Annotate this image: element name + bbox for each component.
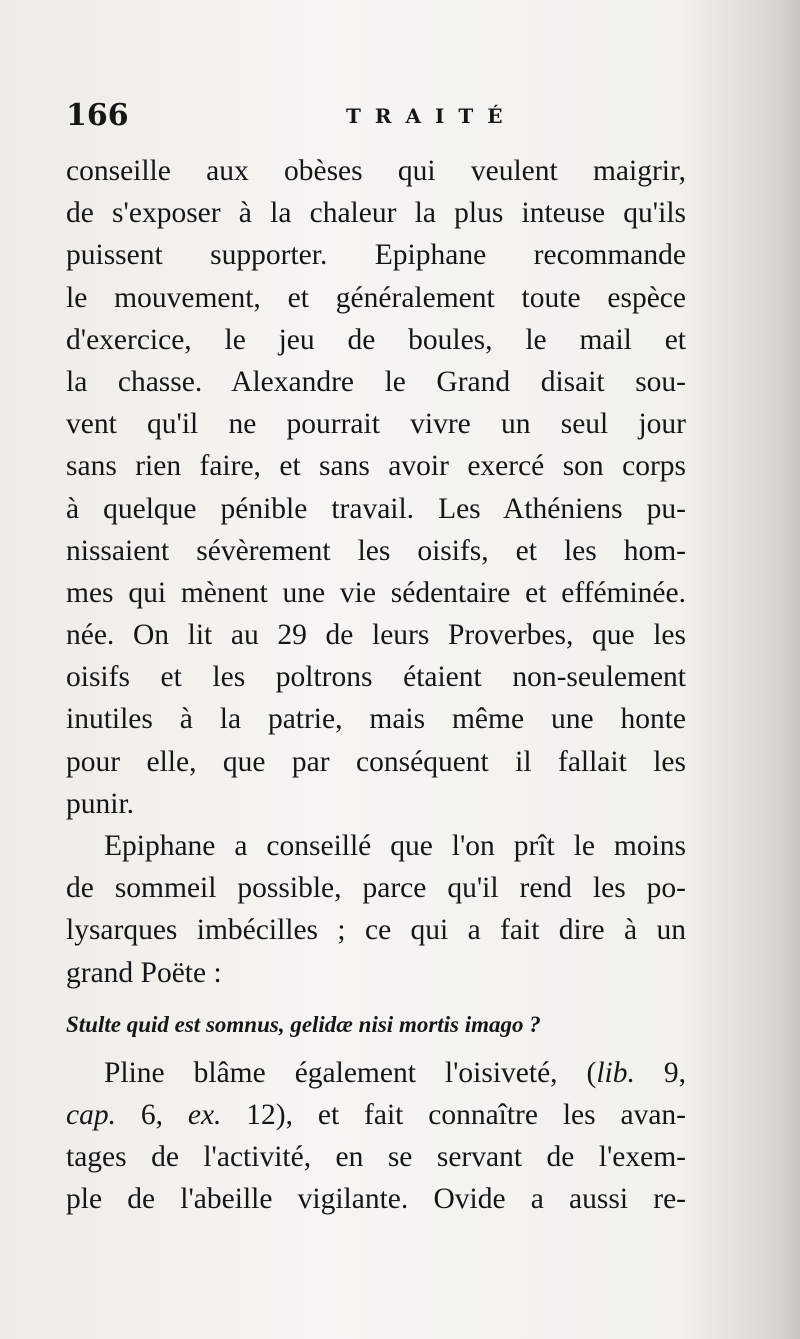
text-span: 12), et fait connaître les avan- bbox=[221, 1098, 687, 1131]
text-line: mes qui mènent une vie sédentaire et efféminée. bbox=[66, 576, 686, 609]
text-line: tages de l'activité, en se servant de l'exem- bbox=[66, 1141, 686, 1174]
text-line bbox=[66, 1094, 686, 1136]
text-line: vent qu'il ne pourrait vivre un seul jour bbox=[66, 408, 686, 441]
text-line bbox=[66, 1052, 686, 1094]
text-line: à quelque pénible travail. Les Athéniens pu- bbox=[66, 492, 686, 525]
paragraph-2 bbox=[66, 825, 686, 994]
text-line: ple de l'abeille vigilante. Ovide a aussi re- bbox=[66, 1183, 686, 1216]
text-line: puissent supporter. Epiphane recommande bbox=[66, 239, 686, 272]
text-line: la chasse. Alexandre le Grand disait sou- bbox=[66, 365, 686, 398]
body-text bbox=[66, 150, 686, 1221]
text-line: de s'exposer à la chaleur la plus inteuse qu'ils bbox=[66, 197, 686, 230]
text-line: grand Poëte : bbox=[66, 956, 222, 989]
citation-ex: ex. bbox=[187, 1098, 222, 1131]
text-line: oisifs et les poltrons étaient non-seulement bbox=[66, 661, 686, 694]
text-line: le mouvement, et généralement toute espèce bbox=[66, 281, 686, 314]
text-line: pour elle, que par conséquent il fallait les bbox=[66, 745, 686, 778]
text-line: lysarques imbécilles ; ce qui a fait dire à un bbox=[66, 914, 686, 947]
paragraph-3 bbox=[66, 1052, 686, 1221]
text-line: de sommeil possible, parce qu'il rend les po- bbox=[66, 872, 686, 905]
text-span: Pline blâme également l'oisiveté, ( bbox=[104, 1056, 597, 1089]
text-line: conseille aux obèses qui veulent maigrir, bbox=[66, 155, 686, 187]
page-header bbox=[66, 98, 706, 138]
paragraph-1 bbox=[66, 150, 686, 825]
citation-cap: cap. bbox=[66, 1098, 116, 1131]
text-line: punir. bbox=[66, 787, 135, 820]
text-span: 9, bbox=[634, 1056, 687, 1089]
text-span: 6, bbox=[115, 1098, 188, 1131]
text-line: sans rien faire, et sans avoir exercé son corps bbox=[66, 450, 686, 483]
text-line: nissaient sévèrement les oisifs, et les hom- bbox=[66, 534, 686, 567]
latin-verse: Stulte quid est somnus, gelidæ nisi mortis imago ? bbox=[66, 1011, 541, 1037]
text-line: née. On lit au 29 de leurs Proverbes, que les bbox=[66, 619, 686, 652]
text-line: Epiphane a conseillé que l'on prît le moins bbox=[104, 830, 686, 862]
text-line: inutiles à la patrie, mais même une honte bbox=[66, 703, 686, 736]
running-title: TRAITÉ bbox=[346, 104, 517, 128]
page-number: 166 bbox=[66, 98, 129, 133]
citation-lib: lib. bbox=[596, 1056, 635, 1089]
text-line: d'exercice, le jeu de boules, le mail et bbox=[66, 323, 686, 356]
